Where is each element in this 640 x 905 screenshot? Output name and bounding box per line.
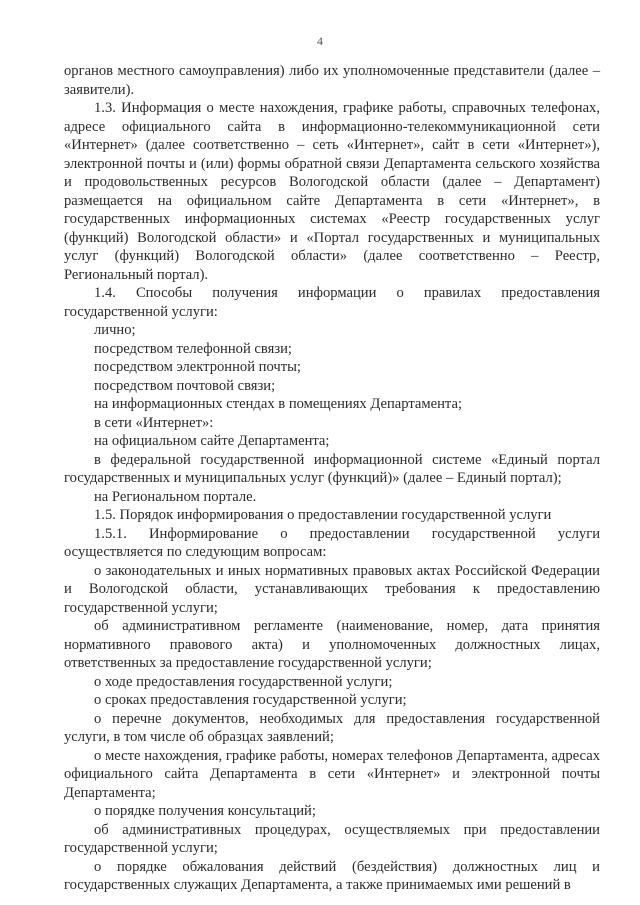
list-item-in-person: лично; [94,322,136,338]
paragraph-1-5-heading: 1.5. Порядок информирования о предоставлении государственной услуги [94,507,552,523]
list-item-email: посредством электронной почты; [94,359,301,375]
list-item-regulation: об административном регламенте (наименование, номер, дата принятия нормативного правового акта) и уполномоченных должностных лицах, ответственных за предоставление государственной услуги; [64,618,600,671]
list-item-internet: в сети «Интернет»: [94,414,214,431]
list-item-phone: посредством телефонной связи; [94,340,292,357]
list-item-appeals: о порядке обжалования действий (бездействия) должностных лиц и государственных служащих Департамента, а также принимаемых ими решений в [64,858,600,893]
paragraph-applicants-continuation: органов местного самоуправления) либо их уполномоченные представители (далее – заявители). [64,63,600,98]
document-body [64,62,600,895]
paragraph-1-5-1-intro: 1.5.1. Информирование о предоставлении государственной услуги осуществляется по следующим вопросам: [64,525,600,560]
list-item-procedures: об административных процедурах, осуществляемых при предоставлении государственной услуги; [64,821,600,856]
list-item-documents: о перечне документов, необходимых для предоставления государственной услуги, в том числе об образцах заявлений; [64,710,600,745]
list-item-unified-portal: в федеральной государственной информационной системе «Единый портал государственных и муниципальных услуг (функций)» (далее – Единый портал); [64,451,600,486]
list-item-info-stands: на информационных стендах в помещениях Департамента; [94,396,462,412]
list-item-consultations: о порядке получения консультаций; [94,803,316,819]
list-item-location-contacts: о месте нахождения, графике работы, номерах телефонов Департамента, адресах официального сайта Департамента в сети «Интернет» и электронной почты Департамента; [64,747,600,801]
page-number: 4 [317,34,323,48]
list-item-regional-portal: на Региональном портале. [94,488,257,505]
paragraph-1-3-information-placement: 1.3. Информация о месте нахождения, графике работы, справочных телефонах, адресе официального сайта в информационно-телекоммуникационной сети «Интернет» (далее соответственно – сеть «Интернет», сайт в сети «Интернет»), электронной почты и (или) формы обратной связи Департамента сельского хозяйства и продовольственных ресурсов Вологодской области (далее – Департамент) размещается на официальном сайте Департамента в сети «Интернет», в государственных информационных системах «Реестр государственных услуг (функций) Вологодской области» и «Портал государственных и муниципальных услуг (функций) Вологодской области» (далее соответственно – Реестр, Региональный портал). [64,100,600,283]
list-item-post: посредством почтовой связи; [94,377,276,394]
list-item-terms: о сроках предоставления государственной услуги; [94,692,407,708]
paragraph-1-4-ways-heading: 1.4. Способы получения информации о правилах предоставления государственной услуги: [64,285,600,320]
list-item-progress: о ходе предоставления государственной услуги; [94,673,393,690]
list-item-official-site: на официальном сайте Департамента; [94,433,330,449]
list-item-legislation: о законодательных и иных нормативных правовых актах Российской Федерации и Вологодской области, устанавливающих требования к предоставлению государственной услуги; [64,562,600,616]
